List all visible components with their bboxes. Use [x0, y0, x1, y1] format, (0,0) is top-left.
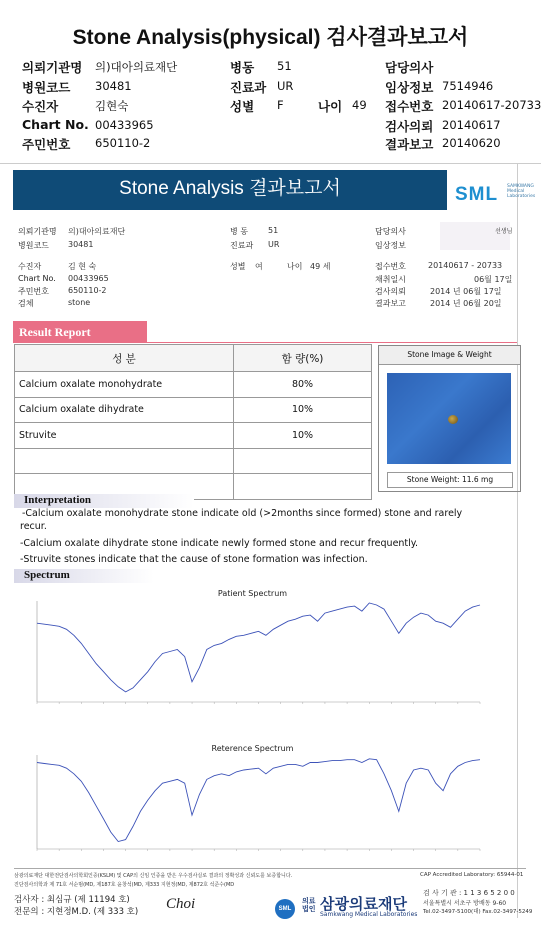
scan-sex-label: 성별 [230, 262, 246, 271]
scan-rep-label: 결과보고 [375, 299, 406, 308]
specialist: 전문의 : 지현정M.D. (제 333 호) [14, 907, 139, 917]
scan-age-value: 49 세 [310, 262, 331, 271]
scan-clinical-label: 임상정보 [375, 241, 406, 250]
component-percent [234, 474, 372, 500]
scan-ward-label: 병 동 [230, 227, 248, 236]
stone-weight: Stone Weight: 11.6 mg [387, 472, 513, 488]
content-header: 함 량(%) [234, 345, 372, 372]
age-value: 49 [352, 98, 367, 112]
component-name: Calcium oxalate dihydrate [15, 397, 234, 423]
footer-divider [14, 868, 526, 869]
scan-hcode-value: 30481 [68, 240, 94, 249]
component-percent: 10% [234, 397, 372, 423]
hospital-code-value: 30481 [95, 79, 132, 93]
accession-value: 20140617-20733 [442, 98, 541, 112]
scan-req-value: 2014 년 06월 17일 [430, 287, 502, 296]
footer-line-2: 진단검사의학과 제 71호 서순범(MD, 제187호 윤창석(MD, 제333 지현정(MD, 제872호 석준수(MD [14, 882, 235, 888]
component-table [14, 344, 372, 500]
table-row [15, 397, 372, 423]
sml-logo-subtitle: SAMKWANG Medical Laboratories [507, 184, 536, 199]
scan-doctor-value: 선생님 [495, 228, 513, 235]
scan-sex-value: 여 [255, 262, 263, 271]
scan-specimen-label: 검체 [18, 299, 34, 308]
sex-label: 성별 [230, 99, 255, 114]
report-date-value: 20140620 [442, 136, 501, 150]
accession-label: 접수번호 [385, 99, 434, 114]
org-name: 삼광의료재단 [320, 895, 407, 913]
table-row [15, 423, 372, 449]
stone-image-panel [378, 345, 521, 492]
scan-age-label: 나이 [287, 262, 303, 271]
sml-logo: SML [455, 184, 499, 205]
scan-dept-value: UR [268, 240, 280, 249]
signature: Choi [166, 896, 196, 912]
scan-name-label: 수진자 [18, 262, 42, 271]
spectrum-line [37, 603, 480, 692]
interpretation-title: Interpretation [24, 494, 92, 506]
sex-value: F [277, 98, 284, 112]
ward-label: 병동 [230, 60, 255, 75]
patient-value: 김현숙 [95, 99, 129, 113]
dept-label: 진료과 [230, 80, 267, 95]
request-value: 20140617 [442, 118, 501, 132]
page-title: Stone Analysis(physical) 검사결과보고서 [72, 26, 469, 49]
scan-rrn-label: 주민번호 [18, 287, 49, 296]
clinical-value: 7514946 [442, 79, 494, 93]
table-row [15, 372, 372, 398]
doctor-label: 담당의사 [385, 60, 434, 75]
rrn-label: 주민번호 [22, 137, 71, 152]
component-name: Calcium oxalate monohydrate [15, 372, 234, 398]
institution-label: 의뢰기관명 [22, 60, 83, 75]
reference-spectrum-title: Reterence Spectrum [211, 744, 294, 753]
scan-collect-label: 채취일시 [375, 275, 406, 284]
interp-line-2: recur. [20, 521, 47, 532]
scan-inst-value: 의)대아의료재단 [68, 227, 126, 236]
clinical-label: 임상정보 [385, 80, 434, 95]
component-percent: 10% [234, 423, 372, 449]
stone-photo [387, 373, 511, 464]
ward-value: 51 [277, 59, 292, 73]
component-percent: 80% [234, 372, 372, 398]
table-row [15, 448, 372, 474]
scan-name-value: 김 현 숙 [68, 262, 97, 271]
component-name: Struvite [15, 423, 234, 449]
scan-rep-value: 2014 년 06월 20일 [430, 299, 502, 308]
scan-chart-value: 00433965 [68, 274, 109, 283]
report-banner: Stone Analysis 결과보고서 [13, 170, 447, 210]
scan-collect-value: 06월 17일 [474, 275, 513, 284]
examiner: 검사자 : 최심규 (제 11194 호) [14, 895, 130, 905]
scan-acc-value: 20140617 - 20733 [428, 261, 503, 270]
org-name-en: Samkwang Medical Laboratories [320, 911, 418, 918]
scan-req-label: 검사의뢰 [375, 287, 406, 296]
interp-line-3: -Calcium oxalate dihydrate stone indicate newly formed stone and recur frequently. [20, 538, 419, 549]
stone-image-title: Stone Image & Weight [379, 346, 520, 365]
page-edge [517, 163, 518, 918]
component-percent [234, 448, 372, 474]
component-header: 성 분 [15, 345, 234, 372]
result-report-tab: Result Report [13, 321, 147, 343]
org-tel: Tel.02-3497-5100(대) Fax.02-3497-5249 [423, 909, 533, 915]
hospital-code-label: 병원코드 [22, 80, 71, 95]
scan-inst-label: 의뢰기관명 [18, 227, 57, 236]
interp-line-1: -Calcium oxalate monohydrate stone indicate old (>2months since formed) stone and rarely [22, 508, 463, 519]
scan-ward-value: 51 [268, 226, 279, 235]
request-label: 검사의뢰 [385, 119, 434, 134]
spectrum-line [37, 759, 480, 842]
scan-acc-label: 접수번호 [375, 262, 406, 271]
scan-dept-label: 진료과 [230, 241, 254, 250]
org-code: 검 사 기 관 : 1 1 3 6 5 2 0 0 [423, 889, 515, 897]
spectrum-title: Spectrum [24, 569, 70, 581]
institution-value: 의)대아의료재단 [95, 60, 178, 74]
org-prefix: 의료 법인 [302, 897, 316, 913]
cap-accreditation: CAP Accredited Laboratory: 65944-01 [420, 872, 524, 878]
chart-no-label: Chart No. [22, 117, 89, 132]
scan-rrn-value: 650110-2 [68, 286, 107, 295]
stone-particle [448, 415, 458, 424]
interp-line-4: -Struvite stones indicate that the cause of stone formation was infection. [20, 554, 368, 565]
sml-round-logo: SML [275, 899, 295, 919]
age-label: 나이 [318, 99, 343, 114]
patient-spectrum-title: Patient Spectrum [217, 589, 288, 598]
report-date-label: 결과보고 [385, 137, 434, 152]
patient-spectrum-chart [32, 599, 482, 712]
org-address: 서울특별시 서초구 방배동 9-60 [423, 900, 507, 907]
component-name [15, 448, 234, 474]
chart-no-value: 00433965 [95, 118, 154, 132]
scan-hcode-label: 병원코드 [18, 241, 49, 250]
reference-spectrum-chart [32, 753, 482, 859]
scan-specimen-value: stone [68, 298, 91, 307]
scan-chart-label: Chart No. [18, 274, 56, 283]
scan-doctor-label: 담당의사 [375, 227, 406, 236]
footer-line-1: 삼광의료재단 대한전단검사의학회인증(KSLM) 및 CAP의 신임 인증을 받은 우수검사실로 결과의 정확성과 신뢰도를 보증합니다. [14, 873, 293, 879]
dept-value: UR [277, 79, 294, 93]
result-divider [13, 342, 517, 343]
rrn-value: 650110-2 [95, 136, 151, 150]
patient-label: 수진자 [22, 99, 59, 114]
